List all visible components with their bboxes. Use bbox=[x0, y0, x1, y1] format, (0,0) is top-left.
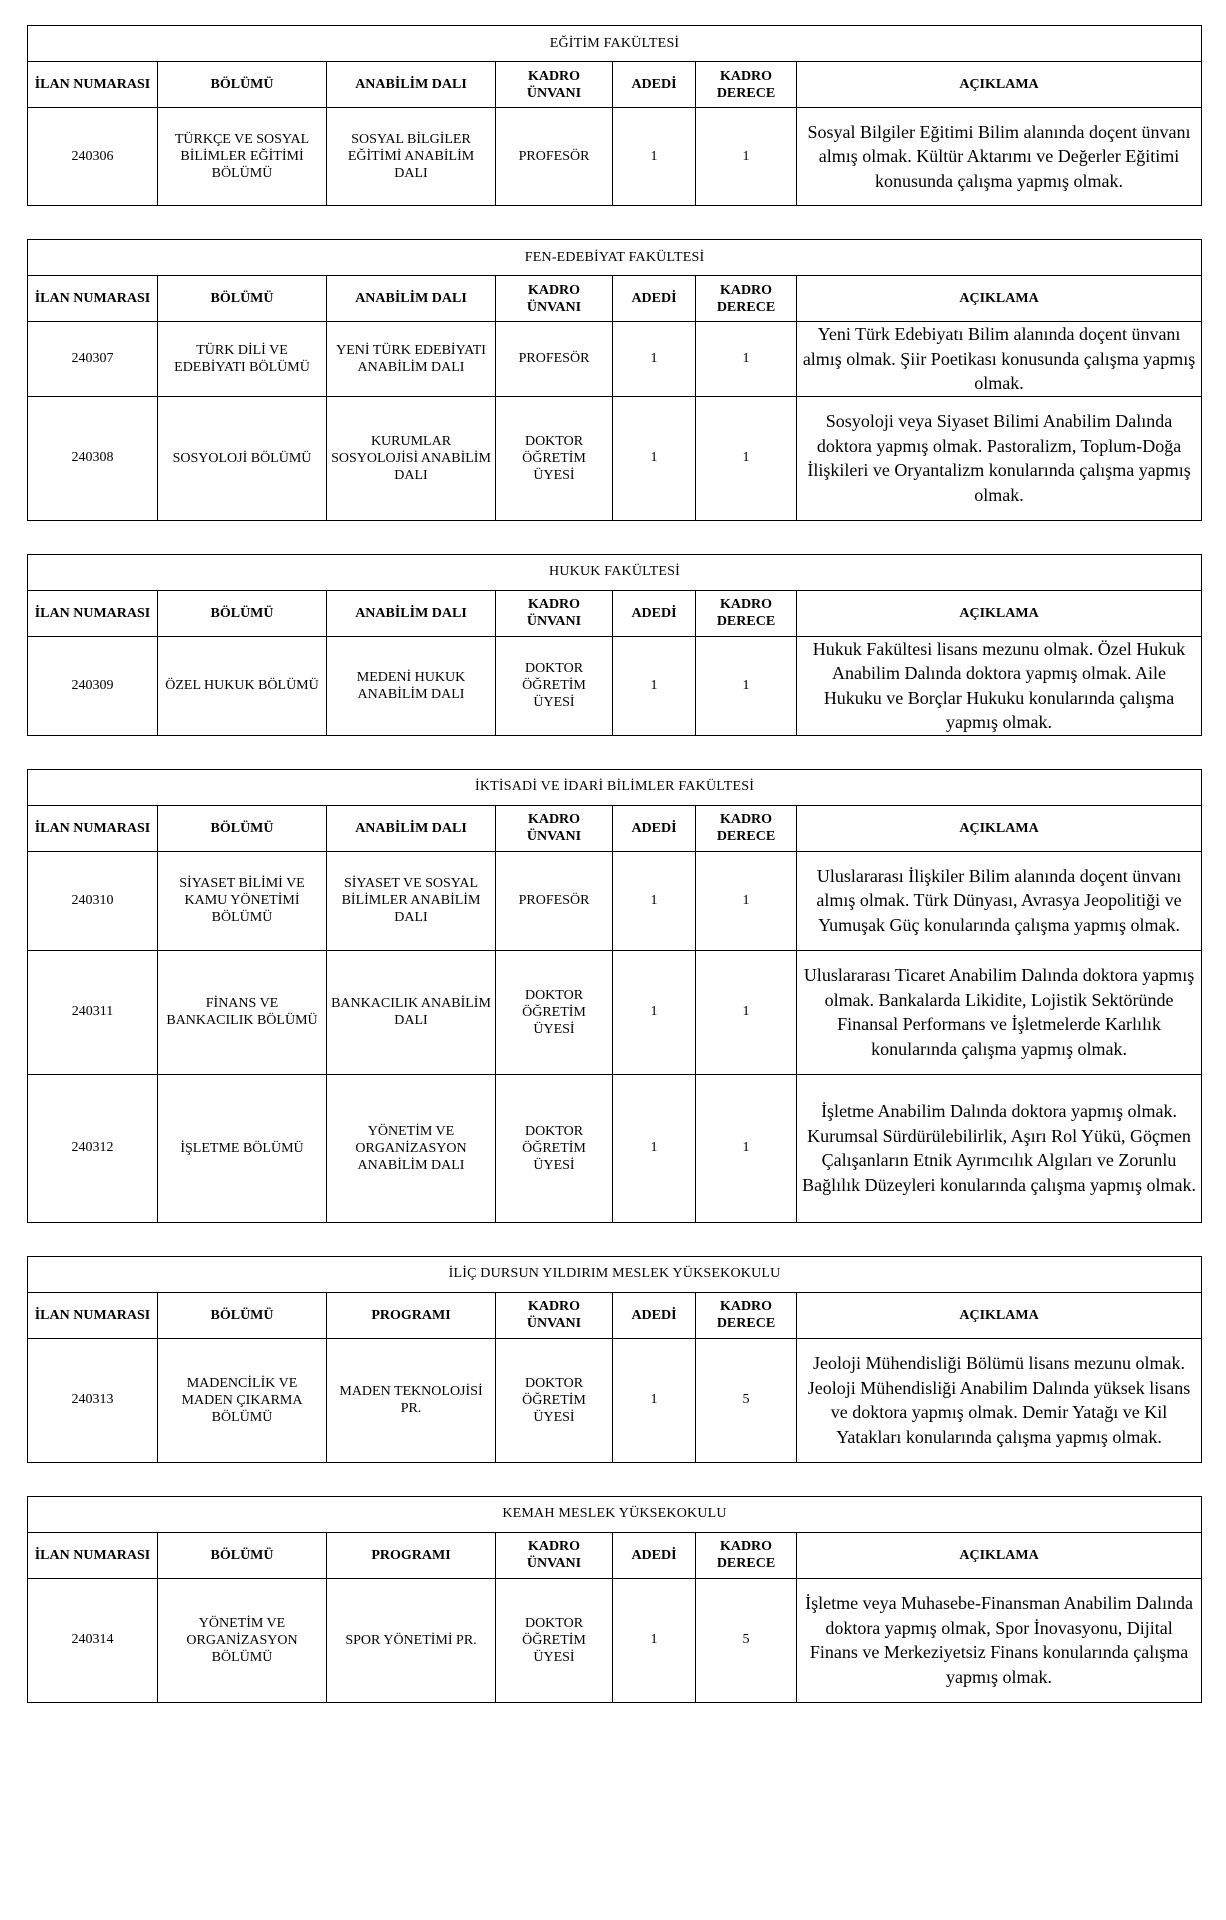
header-adedi: ADEDİ bbox=[613, 805, 696, 851]
header-anabilim: ANABİLİM DALI bbox=[327, 62, 496, 108]
ilan-number: 240309 bbox=[28, 636, 158, 735]
unvan-cell: PROFESÖR bbox=[496, 108, 613, 206]
header-kadro-unvani: KADRO ÜNVANI bbox=[496, 62, 613, 108]
section-table bbox=[27, 25, 1202, 206]
section-title: EĞİTİM FAKÜLTESİ bbox=[28, 26, 1202, 62]
unvan-cell: DOKTOR ÖĞRETİM ÜYESİ bbox=[496, 636, 613, 735]
header-adedi: ADEDİ bbox=[613, 1532, 696, 1578]
header-bolum: BÖLÜMÜ bbox=[158, 805, 327, 851]
header-ilan: İLAN NUMARASI bbox=[28, 1532, 158, 1578]
header-bolum: BÖLÜMÜ bbox=[158, 276, 327, 322]
ilan-number: 240307 bbox=[28, 322, 158, 397]
ilan-number: 240306 bbox=[28, 108, 158, 206]
header-kadro-derece: KADRO DERECE bbox=[696, 590, 797, 636]
header-bolum: BÖLÜMÜ bbox=[158, 590, 327, 636]
header-bolum: BÖLÜMÜ bbox=[158, 1532, 327, 1578]
header-kadro-derece: KADRO DERECE bbox=[696, 1532, 797, 1578]
anabilim-cell: KURUMLAR SOSYOLOJİSİ ANABİLİM DALI bbox=[327, 396, 496, 520]
adedi-cell: 1 bbox=[613, 108, 696, 206]
header-adedi: ADEDİ bbox=[613, 590, 696, 636]
anabilim-cell: SİYASET VE SOSYAL BİLİMLER ANABİLİM DALI bbox=[327, 851, 496, 950]
header-ilan: İLAN NUMARASI bbox=[28, 590, 158, 636]
header-kadro-unvani: KADRO ÜNVANI bbox=[496, 1532, 613, 1578]
unvan-cell: DOKTOR ÖĞRETİM ÜYESİ bbox=[496, 1074, 613, 1222]
unvan-cell: DOKTOR ÖĞRETİM ÜYESİ bbox=[496, 396, 613, 520]
header-aciklama: AÇIKLAMA bbox=[797, 590, 1202, 636]
table-row bbox=[28, 1578, 1202, 1702]
document-page bbox=[27, 25, 1201, 1703]
ilan-number: 240312 bbox=[28, 1074, 158, 1222]
derece-cell: 1 bbox=[696, 108, 797, 206]
table-row bbox=[28, 1338, 1202, 1462]
header-program: PROGRAMI bbox=[327, 1532, 496, 1578]
header-aciklama: AÇIKLAMA bbox=[797, 62, 1202, 108]
ilan-number: 240314 bbox=[28, 1578, 158, 1702]
bolum-cell: MADENCİLİK VE MADEN ÇIKARMA BÖLÜMÜ bbox=[158, 1338, 327, 1462]
section-table bbox=[27, 1256, 1202, 1463]
header-aciklama: AÇIKLAMA bbox=[797, 1532, 1202, 1578]
derece-cell: 1 bbox=[696, 950, 797, 1074]
derece-cell: 1 bbox=[696, 636, 797, 735]
section-title: KEMAH MESLEK YÜKSEKOKULU bbox=[28, 1496, 1202, 1532]
bolum-cell: SİYASET BİLİMİ VE KAMU YÖNETİMİ BÖLÜMÜ bbox=[158, 851, 327, 950]
bolum-cell: ÖZEL HUKUK BÖLÜMÜ bbox=[158, 636, 327, 735]
derece-cell: 1 bbox=[696, 1074, 797, 1222]
table-row bbox=[28, 950, 1202, 1074]
aciklama-cell: Jeoloji Mühendisliği Bölümü lisans mezunu olmak. Jeoloji Mühendisliği Anabilim Dalında yüksek lisans ve doktora yapmış olmak. Demir Yatağı ve Kil Yatakları konularında çalışma yapmış olmak. bbox=[797, 1338, 1202, 1462]
adedi-cell: 1 bbox=[613, 950, 696, 1074]
bolum-cell: TÜRK DİLİ VE EDEBİYATI BÖLÜMÜ bbox=[158, 322, 327, 397]
bolum-cell: YÖNETİM VE ORGANİZASYON BÖLÜMÜ bbox=[158, 1578, 327, 1702]
aciklama-cell: Hukuk Fakültesi lisans mezunu olmak. Özel Hukuk Anabilim Dalında doktora yapmış olmak. Aile Hukuku ve Borçlar Hukuku konularında çalışma yapmış olmak. bbox=[797, 636, 1202, 735]
section-table bbox=[27, 554, 1202, 736]
header-anabilim: ANABİLİM DALI bbox=[327, 276, 496, 322]
section-table bbox=[27, 769, 1202, 1223]
anabilim-cell: YENİ TÜRK EDEBİYATI ANABİLİM DALI bbox=[327, 322, 496, 397]
anabilim-cell: BANKACILIK ANABİLİM DALI bbox=[327, 950, 496, 1074]
program-cell: MADEN TEKNOLOJİSİ PR. bbox=[327, 1338, 496, 1462]
table-row bbox=[28, 636, 1202, 735]
header-kadro-derece: KADRO DERECE bbox=[696, 805, 797, 851]
header-anabilim: ANABİLİM DALI bbox=[327, 590, 496, 636]
aciklama-cell: Sosyal Bilgiler Eğitimi Bilim alanında doçent ünvanı almış olmak. Kültür Aktarımı ve Değerler Eğitimi konusunda çalışma yapmış olmak. bbox=[797, 108, 1202, 206]
bolum-cell: TÜRKÇE VE SOSYAL BİLİMLER EĞİTİMİ BÖLÜMÜ bbox=[158, 108, 327, 206]
aciklama-cell: İşletme Anabilim Dalında doktora yapmış olmak. Kurumsal Sürdürülebilirlik, Aşırı Rol Yükü, Göçmen Çalışanların Etnik Ayrımcılık Algıları ve Zorunlu Bağlılık Düzeyleri konularında çalışma yapmış olmak. bbox=[797, 1074, 1202, 1222]
bolum-cell: SOSYOLOJİ BÖLÜMÜ bbox=[158, 396, 327, 520]
unvan-cell: PROFESÖR bbox=[496, 851, 613, 950]
ilan-number: 240311 bbox=[28, 950, 158, 1074]
header-bolum: BÖLÜMÜ bbox=[158, 62, 327, 108]
table-row bbox=[28, 851, 1202, 950]
section-table bbox=[27, 239, 1202, 521]
adedi-cell: 1 bbox=[613, 1338, 696, 1462]
header-adedi: ADEDİ bbox=[613, 1292, 696, 1338]
bolum-cell: İŞLETME BÖLÜMÜ bbox=[158, 1074, 327, 1222]
header-ilan: İLAN NUMARASI bbox=[28, 62, 158, 108]
header-ilan: İLAN NUMARASI bbox=[28, 1292, 158, 1338]
unvan-cell: DOKTOR ÖĞRETİM ÜYESİ bbox=[496, 1338, 613, 1462]
aciklama-cell: Sosyoloji veya Siyaset Bilimi Anabilim Dalında doktora yapmış olmak. Pastoralizm, Toplum-Doğa İlişkileri ve Oryantalizm konularında çalışma yapmış olmak. bbox=[797, 396, 1202, 520]
anabilim-cell: SOSYAL BİLGİLER EĞİTİMİ ANABİLİM DALI bbox=[327, 108, 496, 206]
header-kadro-unvani: KADRO ÜNVANI bbox=[496, 276, 613, 322]
section-title: HUKUK FAKÜLTESİ bbox=[28, 554, 1202, 590]
ilan-number: 240308 bbox=[28, 396, 158, 520]
unvan-cell: DOKTOR ÖĞRETİM ÜYESİ bbox=[496, 950, 613, 1074]
header-ilan: İLAN NUMARASI bbox=[28, 276, 158, 322]
derece-cell: 5 bbox=[696, 1338, 797, 1462]
derece-cell: 1 bbox=[696, 322, 797, 397]
derece-cell: 1 bbox=[696, 396, 797, 520]
section-title: İKTİSADİ VE İDARİ BİLİMLER FAKÜLTESİ bbox=[28, 769, 1202, 805]
program-cell: SPOR YÖNETİMİ PR. bbox=[327, 1578, 496, 1702]
aciklama-cell: Uluslararası Ticaret Anabilim Dalında doktora yapmış olmak. Bankalarda Likidite, Lojistik Sektöründe Finansal Performans ve İşletmelerde Karlılık konularında çalışma yapmış olmak. bbox=[797, 950, 1202, 1074]
header-kadro-unvani: KADRO ÜNVANI bbox=[496, 805, 613, 851]
header-kadro-derece: KADRO DERECE bbox=[696, 62, 797, 108]
header-aciklama: AÇIKLAMA bbox=[797, 805, 1202, 851]
header-ilan: İLAN NUMARASI bbox=[28, 805, 158, 851]
anabilim-cell: YÖNETİM VE ORGANİZASYON ANABİLİM DALI bbox=[327, 1074, 496, 1222]
derece-cell: 5 bbox=[696, 1578, 797, 1702]
header-bolum: BÖLÜMÜ bbox=[158, 1292, 327, 1338]
adedi-cell: 1 bbox=[613, 396, 696, 520]
derece-cell: 1 bbox=[696, 851, 797, 950]
ilan-number: 240310 bbox=[28, 851, 158, 950]
aciklama-cell: İşletme veya Muhasebe-Finansman Anabilim Dalında doktora yapmış olmak, Spor İnovasyonu, Dijital Finans ve Merkeziyetsiz Finans konularında çalışma yapmış olmak. bbox=[797, 1578, 1202, 1702]
anabilim-cell: MEDENİ HUKUK ANABİLİM DALI bbox=[327, 636, 496, 735]
aciklama-cell: Uluslararası İlişkiler Bilim alanında doçent ünvanı almış olmak. Türk Dünyası, Avrasya Jeopolitiği ve Yumuşak Güç konularında çalışma yapmış olmak. bbox=[797, 851, 1202, 950]
adedi-cell: 1 bbox=[613, 322, 696, 397]
header-anabilim: ANABİLİM DALI bbox=[327, 805, 496, 851]
aciklama-cell: Yeni Türk Edebiyatı Bilim alanında doçent ünvanı almış olmak. Şiir Poetikası konusunda çalışma yapmış olmak. bbox=[797, 322, 1202, 397]
table-row bbox=[28, 396, 1202, 520]
header-adedi: ADEDİ bbox=[613, 62, 696, 108]
unvan-cell: PROFESÖR bbox=[496, 322, 613, 397]
section-table bbox=[27, 1496, 1202, 1703]
header-aciklama: AÇIKLAMA bbox=[797, 276, 1202, 322]
adedi-cell: 1 bbox=[613, 851, 696, 950]
section-title: İLİÇ DURSUN YILDIRIM MESLEK YÜKSEKOKULU bbox=[28, 1256, 1202, 1292]
header-kadro-derece: KADRO DERECE bbox=[696, 1292, 797, 1338]
header-program: PROGRAMI bbox=[327, 1292, 496, 1338]
table-row bbox=[28, 322, 1202, 397]
bolum-cell: FİNANS VE BANKACILIK BÖLÜMÜ bbox=[158, 950, 327, 1074]
header-kadro-derece: KADRO DERECE bbox=[696, 276, 797, 322]
adedi-cell: 1 bbox=[613, 1578, 696, 1702]
header-aciklama: AÇIKLAMA bbox=[797, 1292, 1202, 1338]
unvan-cell: DOKTOR ÖĞRETİM ÜYESİ bbox=[496, 1578, 613, 1702]
table-row bbox=[28, 1074, 1202, 1222]
header-kadro-unvani: KADRO ÜNVANI bbox=[496, 1292, 613, 1338]
adedi-cell: 1 bbox=[613, 1074, 696, 1222]
adedi-cell: 1 bbox=[613, 636, 696, 735]
ilan-number: 240313 bbox=[28, 1338, 158, 1462]
header-adedi: ADEDİ bbox=[613, 276, 696, 322]
section-title: FEN-EDEBİYAT FAKÜLTESİ bbox=[28, 240, 1202, 276]
table-row bbox=[28, 108, 1202, 206]
header-kadro-unvani: KADRO ÜNVANI bbox=[496, 590, 613, 636]
